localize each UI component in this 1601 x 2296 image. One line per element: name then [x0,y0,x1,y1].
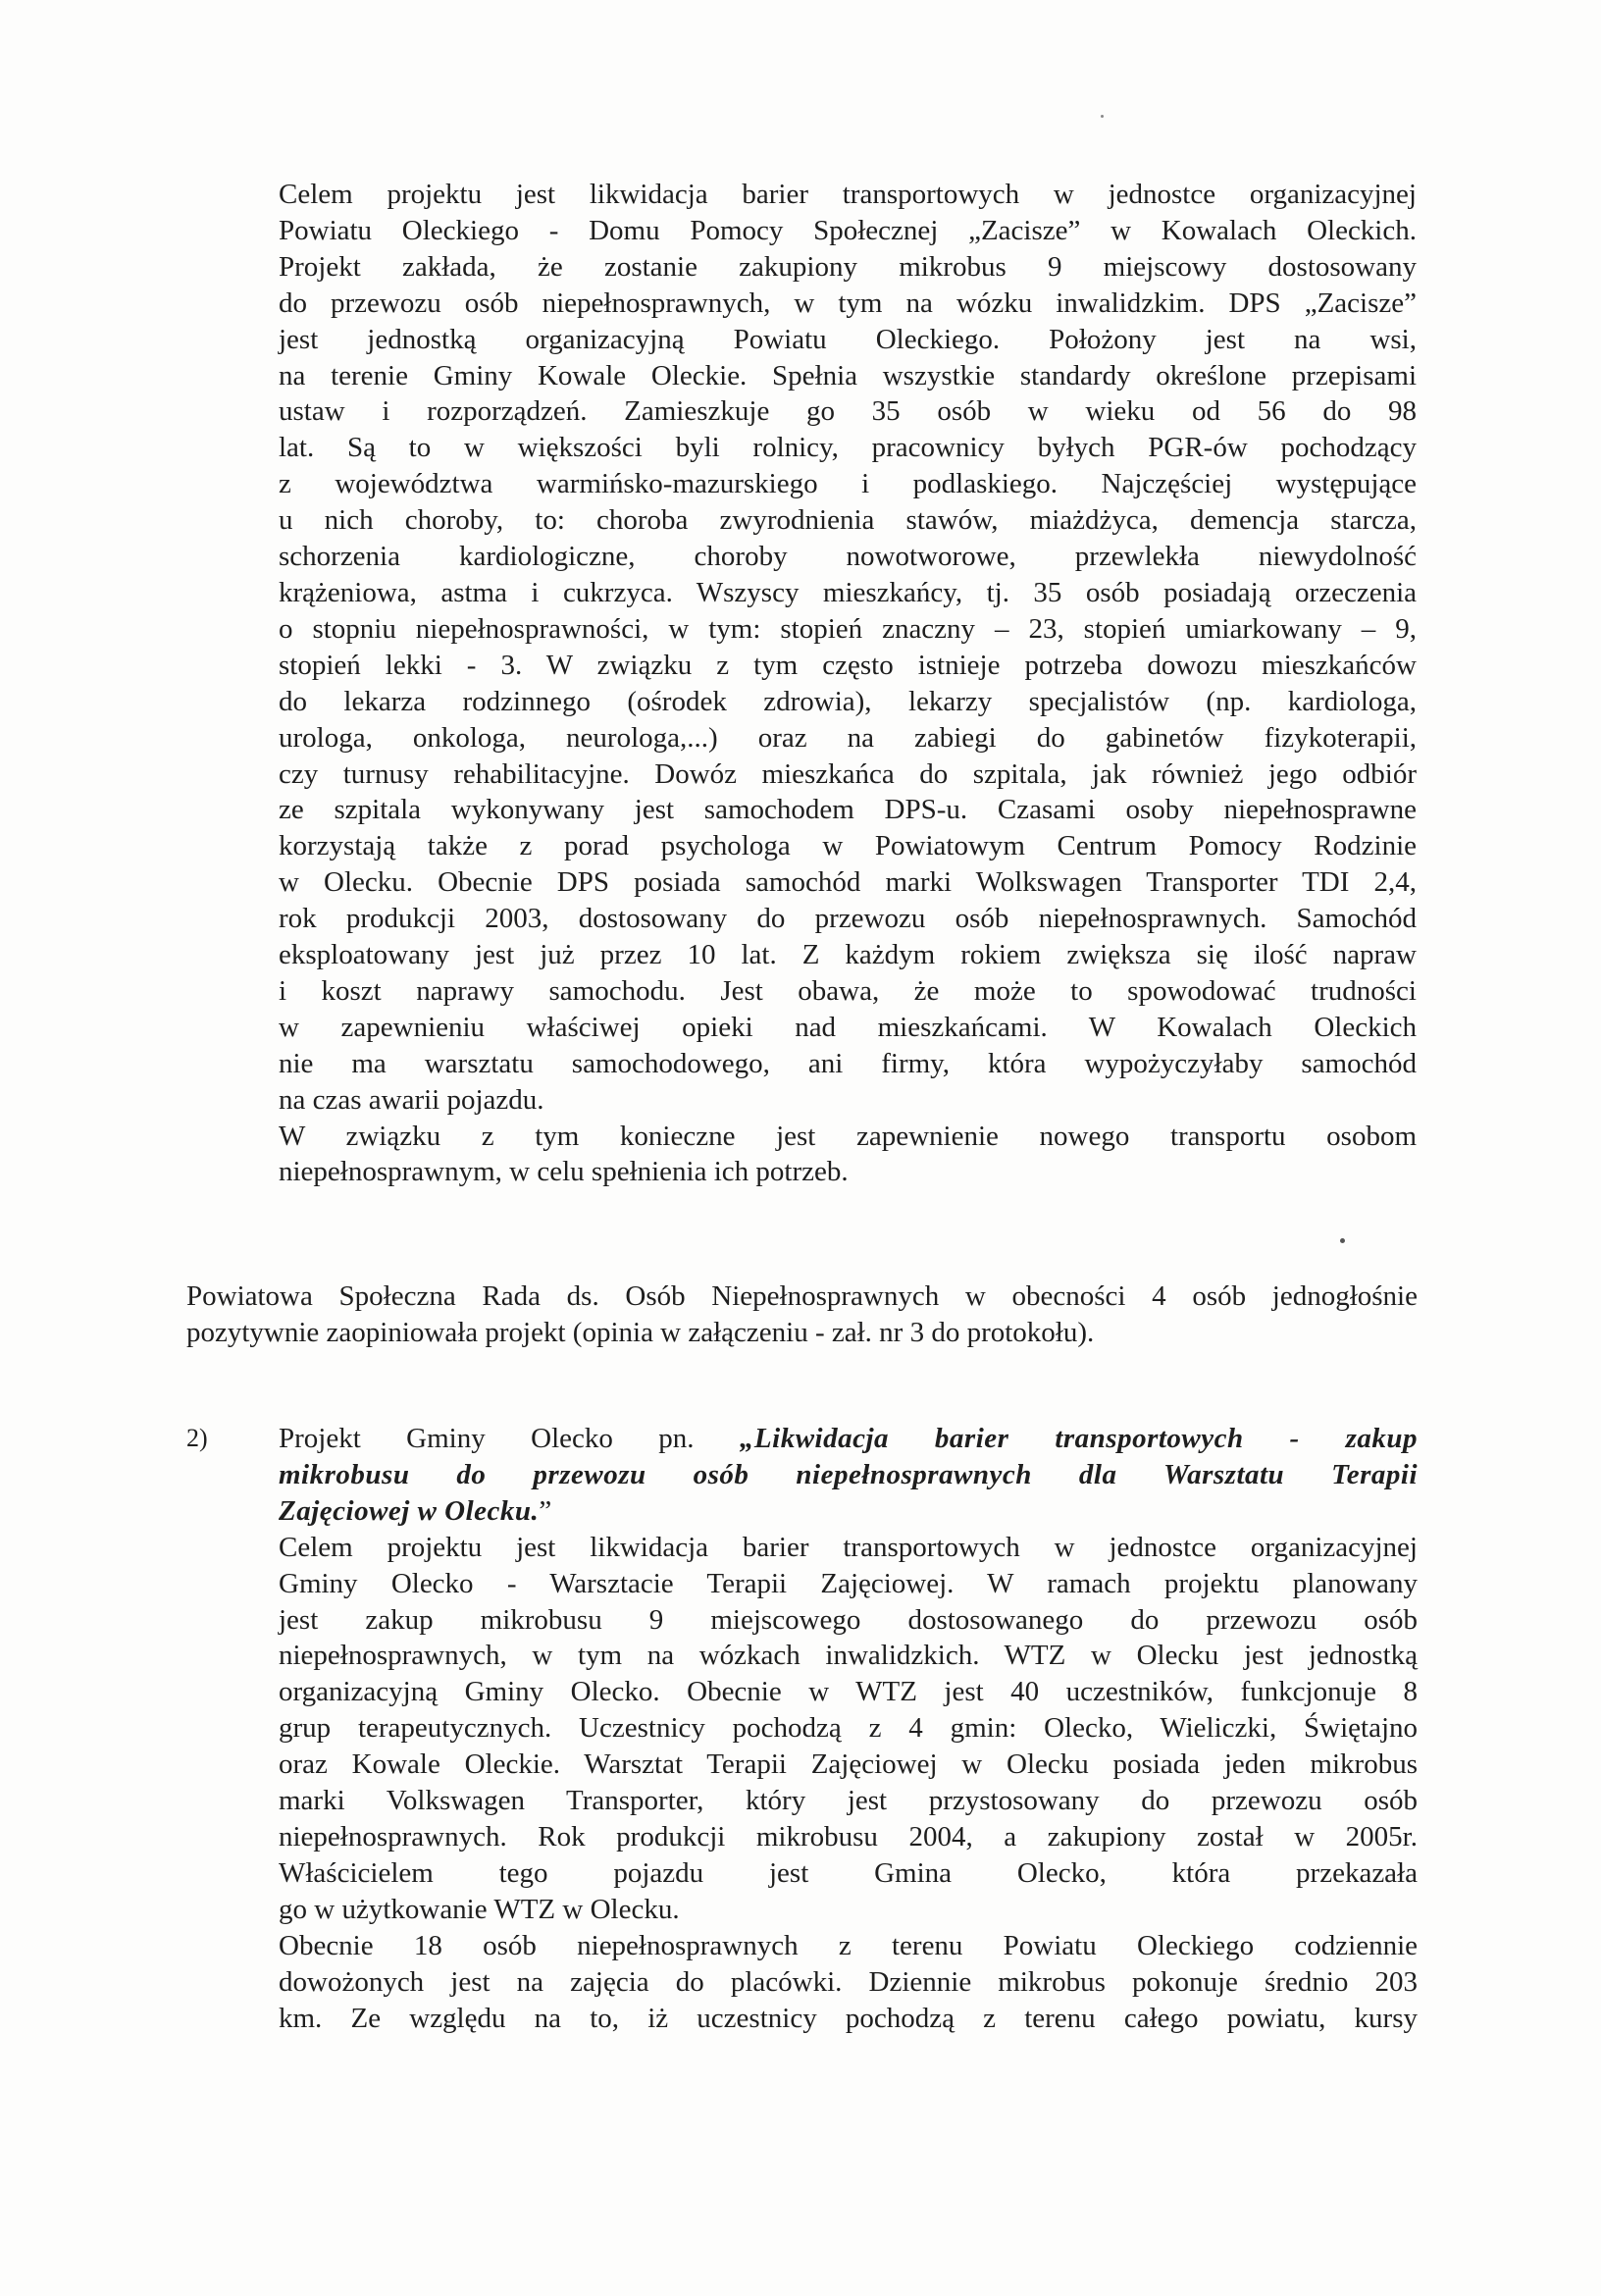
text-line: marki Volkswagen Transporter, który jest przystosowany do przewozu osób [279,1785,1418,1817]
text-line: niepełnosprawnych, w tym na wózkach inwalidzkich. WTZ w Olecku jest jednostką [279,1640,1418,1672]
text-line: ze szpitala wykonywany jest samochodem DPS-u. Czasami osoby niepełnosprawne [279,794,1417,826]
text-line: W związku z tym konieczne jest zapewnienie nowego transportu osobom [279,1120,1417,1152]
text-line: jest zakup mikrobusu 9 miejscowego dostosowanego do przewozu osób [279,1603,1418,1636]
council-opinion-paragraph [186,1278,1418,1351]
text-line: Celem projektu jest likwidacja barier transportowych w jednostce organizacyjnej [279,179,1417,210]
text-line: do przewozu osób niepełnosprawnych, w tym na wózku inwalidzkim. DPS „Zacisze” [279,287,1417,319]
text-line: Powiatowa Społeczna Rada ds. Osób Niepełnosprawnych w obecności 4 osób jednogłośnie [186,1280,1418,1312]
text-line: urologa, onkologa, neurologa,...) oraz na zabiegi do gabinetów fizykoterapii, [279,721,1417,754]
text-line: u nich choroby, to: choroba zwyrodnienia stawów, miażdżyca, demencja starcza, [279,504,1417,537]
text-line: na czas awarii pojazdu. [279,1083,544,1116]
text-line: w Olecku. Obecnie DPS posiada samochód marki Wolkswagen Transporter TDI 2,4, [279,866,1417,899]
text-line: krążeniowa, astma i cukrzyca. Wszyscy mieszkańcy, tj. 35 osób posiadają orzeczenia [279,576,1417,608]
text-line: ustaw i rozporządzeń. Zamieszkuje go 35 osób w wieku od 56 do 98 [279,395,1417,428]
scan-speck [1340,1238,1345,1243]
text-line: rok produkcji 2003, dostosowany do przewozu osób niepełnosprawnych. Samochód [279,903,1417,935]
scan-speck [1101,115,1104,118]
text-line: Właścicielem tego pojazdu jest Gmina Olecko, która przekazała [279,1856,1418,1889]
text-line: km. Ze względu na to, iż uczestnicy pochodzą z terenu całego powiatu, kursy [279,2002,1418,2034]
text-line: stopień lekki - 3. W związku z tym często istnieje potrzeba dowozu mieszkańców [279,649,1417,681]
text-line: Celem projektu jest likwidacja barier transportowych w jednostce organizacyjnej [279,1531,1418,1563]
project-title-line [279,1493,1418,1530]
text-line: nie ma warsztatu samochodowego, ani firmy, która wypożyczyłaby samochód [279,1047,1417,1079]
text-line: czy turnusy rehabilitacyjne. Dowóz mieszkańca do szpitala, jak również jego odbiór [279,757,1417,790]
project-title-line [279,1421,1418,1457]
text-line: Powiatu Oleckiego - Domu Pomocy Społecznej „Zacisze” w Kowalach Oleckich. [279,214,1417,246]
text-line: pozytywnie zaopiniowała projekt (opinia w załączeniu - zał. nr 3 do protokołu). [186,1316,1095,1348]
dps-project-paragraph [279,177,1417,1190]
text-line: schorzenia kardiologiczne, choroby nowotworowe, przewlekła niewydolność [279,541,1417,573]
text-line: Obecnie 18 osób niepełnosprawnych z terenu Powiatu Oleckiego codziennie [279,1929,1418,1961]
text-line: niepełnosprawnych. Rok produkcji mikrobusu 2004, a zakupiony został w 2005r. [279,1820,1418,1852]
project-title: Zajęciowej w Olecku. [279,1494,540,1527]
text-line: i koszt naprawy samochodu. Jest obawa, że może to spowodować trudności [279,974,1417,1007]
title-prefix: Projekt Gminy Olecko pn. [279,1423,695,1454]
project-2-body [279,1421,1418,2036]
text-line: organizacyjną Gminy Olecko. Obecnie w WTZ jest 40 uczestników, funkcjonuje 8 [279,1676,1418,1708]
text-line: go w użytkowanie WTZ w Olecku. [279,1893,680,1925]
text-line: w zapewnieniu właściwej opieki nad mieszkańcami. W Kowalach Oleckich [279,1011,1417,1043]
text-line: do lekarza rodzinnego (ośrodek zdrowia), lekarzy specjalistów (np. kardiologa, [279,685,1417,717]
text-line: na terenie Gminy Kowale Oleckie. Spełnia wszystkie standardy określone przepisami [279,359,1417,391]
text-line: oraz Kowale Oleckie. Warsztat Terapii Zajęciowej w Olecku posiada jeden mikrobus [279,1748,1418,1781]
text-line: Gminy Olecko - Warsztacie Terapii Zajęciowej. W ramach projektu planowany [279,1567,1418,1599]
closing-quote: ” [539,1494,552,1527]
text-line: niepełnosprawnym, w celu spełnienia ich potrzeb. [279,1156,849,1188]
list-enumerator: 2) [186,1424,208,1452]
project-title: „Likwidacja barier transportowych - zakup [739,1423,1418,1454]
text-line: z województwa warmińsko-mazurskiego i podlaskiego. Najczęściej występujące [279,468,1417,500]
text-line: eksploatowany jest już przez 10 lat. Z każdym rokiem zwiększa się ilość napraw [279,939,1417,971]
project-title: mikrobusu do przewozu osób niepełnosprawnych dla Warsztatu Terapii [279,1458,1418,1490]
text-line: dowożonych jest na zajęcia do placówki. Dziennie mikrobus pokonuje średnio 203 [279,1965,1418,1998]
text-line: grup terapeutycznych. Uczestnicy pochodzą z 4 gmin: Olecko, Wieliczki, Świętajno [279,1712,1418,1745]
text-line: korzystają także z porad psychologa w Powiatowym Centrum Pomocy Rodzinie [279,830,1417,862]
text-line: jest jednostką organizacyjną Powiatu Oleckiego. Położony jest na wsi, [279,323,1417,355]
text-line: Projekt zakłada, że zostanie zakupiony mikrobus 9 miejscowy dostosowany [279,250,1417,283]
text-line: lat. Są to w większości byli rolnicy, pracownicy byłych PGR-ów pochodzący [279,432,1417,464]
text-line: o stopniu niepełnosprawności, w tym: stopień znaczny – 23, stopień umiarkowany – 9, [279,612,1417,645]
project-2-item [186,1421,1418,2036]
